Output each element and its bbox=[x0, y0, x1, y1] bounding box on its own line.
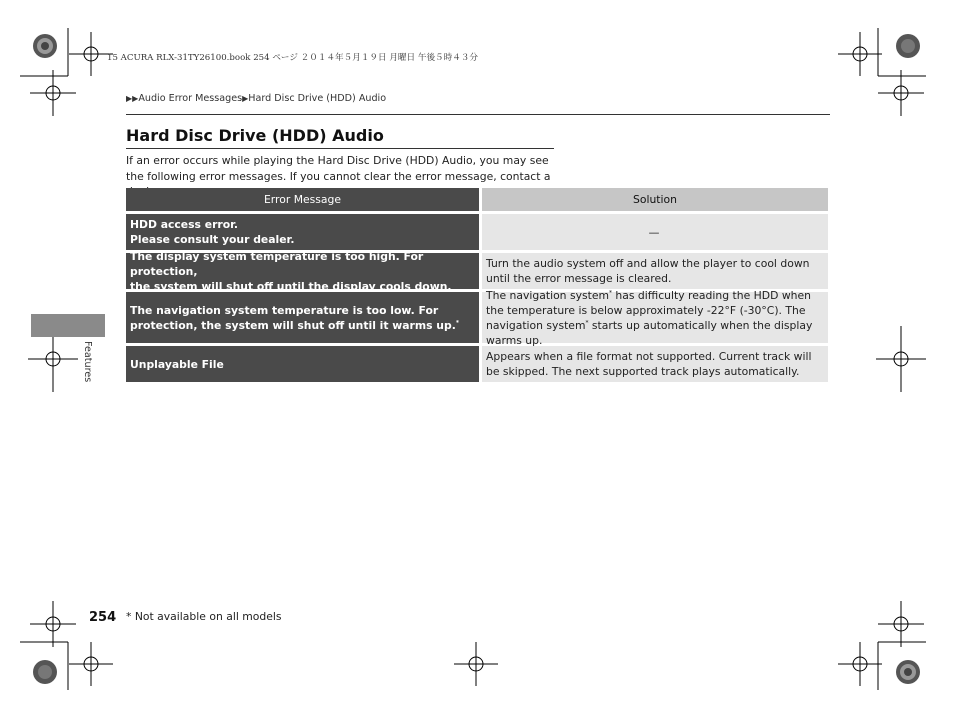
section-tab bbox=[31, 314, 105, 337]
arrow-icon: ▶ bbox=[242, 94, 249, 103]
crosshair-icon bbox=[838, 642, 882, 686]
solution-text: The navigation system bbox=[486, 288, 609, 302]
crosshair-icon bbox=[878, 601, 924, 647]
message-line: The navigation system temperature is too low. For bbox=[130, 303, 439, 317]
crosshair-icon bbox=[30, 601, 76, 647]
register-circle-icon bbox=[33, 660, 57, 684]
footnote: * Not available on all models bbox=[126, 610, 282, 623]
message-line: the system will shut off until the display cools down. bbox=[130, 279, 452, 293]
message-line: The display system temperature is too high. For protection, bbox=[130, 249, 424, 278]
solution-text: starts up automatically when the display warms up. bbox=[486, 318, 813, 347]
table-row-message bbox=[126, 249, 479, 293]
arrow-icon: ▶▶ bbox=[126, 94, 139, 103]
table-row-solution bbox=[482, 288, 828, 347]
table-row-message bbox=[126, 214, 479, 250]
page-title: Hard Disc Drive (HDD) Audio bbox=[126, 126, 384, 145]
column-header-message: Error Message bbox=[126, 188, 479, 211]
footnote-mark: * bbox=[455, 318, 459, 326]
crosshair-icon bbox=[838, 32, 882, 76]
header-rule bbox=[126, 114, 830, 115]
crosshair-icon bbox=[69, 642, 113, 686]
crosshair-icon bbox=[30, 70, 76, 116]
breadcrumb bbox=[126, 93, 386, 104]
breadcrumb-item[interactable]: Audio Error Messages bbox=[138, 93, 243, 104]
crosshair-icon bbox=[878, 70, 924, 116]
message-line: Please consult your dealer. bbox=[130, 233, 295, 246]
message-line: Unplayable File bbox=[130, 357, 224, 371]
title-rule bbox=[126, 148, 554, 149]
message-line: protection, the system will shut off until it warms up. bbox=[130, 318, 456, 332]
page-number: 254 bbox=[89, 610, 117, 625]
crosshair-icon bbox=[454, 642, 498, 686]
intro-paragraph: If an error occurs while playing the Hard Disc Drive (HDD) Audio, you may see the following error messages. If you cannot clear the error message, contact a bbox=[126, 154, 551, 183]
solution-text: has difficulty reading the HDD when the temperature is below approximately -22°F (-30°C). The navigation system bbox=[486, 288, 811, 332]
table-row-solution: Turn the audio system off and allow the player to cool down until the error message is cleared. bbox=[482, 253, 828, 289]
footnote-mark: * bbox=[585, 318, 589, 326]
message-line: HDD access error. bbox=[130, 218, 239, 231]
register-circle-icon bbox=[33, 34, 57, 58]
crosshair-icon bbox=[876, 326, 926, 392]
table-row-solution: Appears when a file format not supported. Current track will be skipped. The next supported track plays automatically. bbox=[482, 346, 828, 382]
section-label: Features bbox=[82, 341, 93, 383]
register-circle-icon bbox=[896, 660, 920, 684]
register-circle-icon bbox=[896, 34, 920, 58]
file-header: 15 ACURA RLX-31TY26100.book 254 ページ ２０１４年５月１９日 月曜日 午後５時４３分 bbox=[107, 53, 479, 63]
footnote-mark: * bbox=[608, 288, 612, 296]
table-row-message bbox=[126, 292, 479, 343]
column-header-solution: Solution bbox=[482, 188, 828, 211]
breadcrumb-item[interactable]: Hard Disc Drive (HDD) Audio bbox=[248, 93, 387, 104]
table-row-message bbox=[126, 346, 479, 382]
table-row-solution: — bbox=[482, 214, 828, 250]
